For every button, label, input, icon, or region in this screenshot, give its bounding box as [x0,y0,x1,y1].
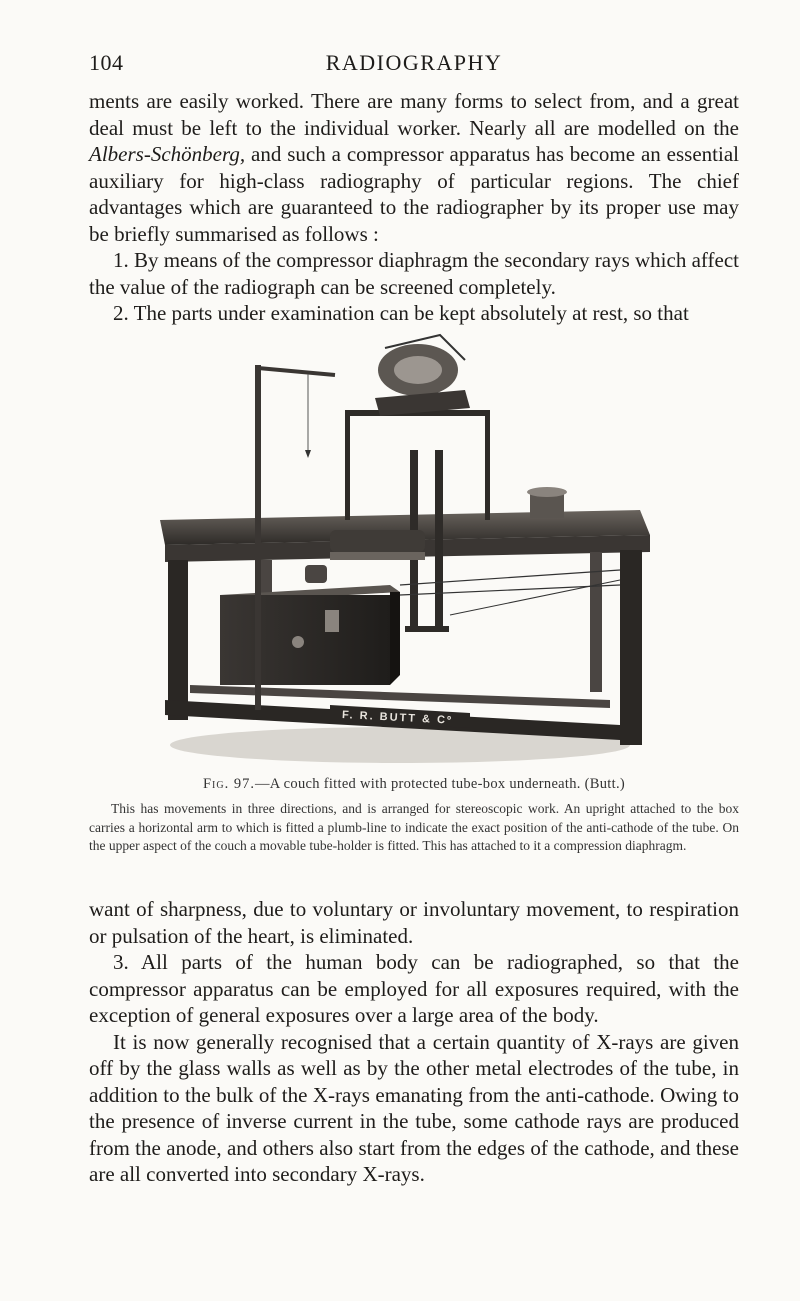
figure-couch-illustration [150,330,655,770]
running-head: RADIOGRAPHY [325,50,503,75]
top-text-block [89,88,739,327]
paragraph: It is now generally recognised that a certain quantity of X-rays are given off by the glass walls as well as by the other metal electrodes of the tube, in addition to the bulk of the X-rays emanating from the anti-cathode. Owing to the presence of inverse current in the tube, some cathode rays are produced from the anode, and others also start from the edges of the cathode, and these are all converted into secondary X-rays. [89,1029,739,1186]
text-span: ments are easily worked. There are many forms to select from, and a great deal must be left to the individual worker. Nearly all are modelled on the [89,89,739,140]
list-item-1: 1. By means of the compressor diaphragm the secondary rays which affect the value of the radiograph can be screened completely. [89,248,739,299]
caption-note: This has movements in three directions, and is arranged for stereoscopic work. An upright attached to the box carries a horizontal arm to which is fitted a plumb-line to indicate the exact position of the anti-cathode of the tube. On the upper aspect of the couch a movable tube-holder is fitted. This has attached to it a compression diaphragm. [89,801,739,853]
page-number: 104 [89,50,124,75]
couch-engraving [150,330,655,770]
figure-caption [89,776,739,793]
bottom-text-block [89,896,739,1188]
italic-name: Albers-Schönberg, [89,142,246,166]
caption-text: —A couch fitted with protected tube-box underneath. (Butt.) [254,776,626,792]
page-header [89,50,739,80]
maker-plate-text: F. R. BUTT & Cº [341,708,454,727]
list-item-2: 2. The parts under examination can be kept absolutely at rest, so that [113,301,689,325]
paragraph [89,88,739,247]
list-item-3: 3. All parts of the human body can be radiographed, so that the compressor apparatus can be employed for all exposures required, with the exception of general exposures over a large area of the body. [89,950,739,1027]
paragraph: want of sharpness, due to voluntary or involuntary movement, to respiration or pulsation of the heart, is eliminated. [89,897,739,948]
text-span: and such a compressor apparatus has become an essential auxiliary for high-class radiography of particular regions. The chief advantages which are guaranteed to the radiographer by its proper use may be briefly summarised as follows : [89,142,739,246]
figure-label: Fig. 97. [202,776,255,792]
